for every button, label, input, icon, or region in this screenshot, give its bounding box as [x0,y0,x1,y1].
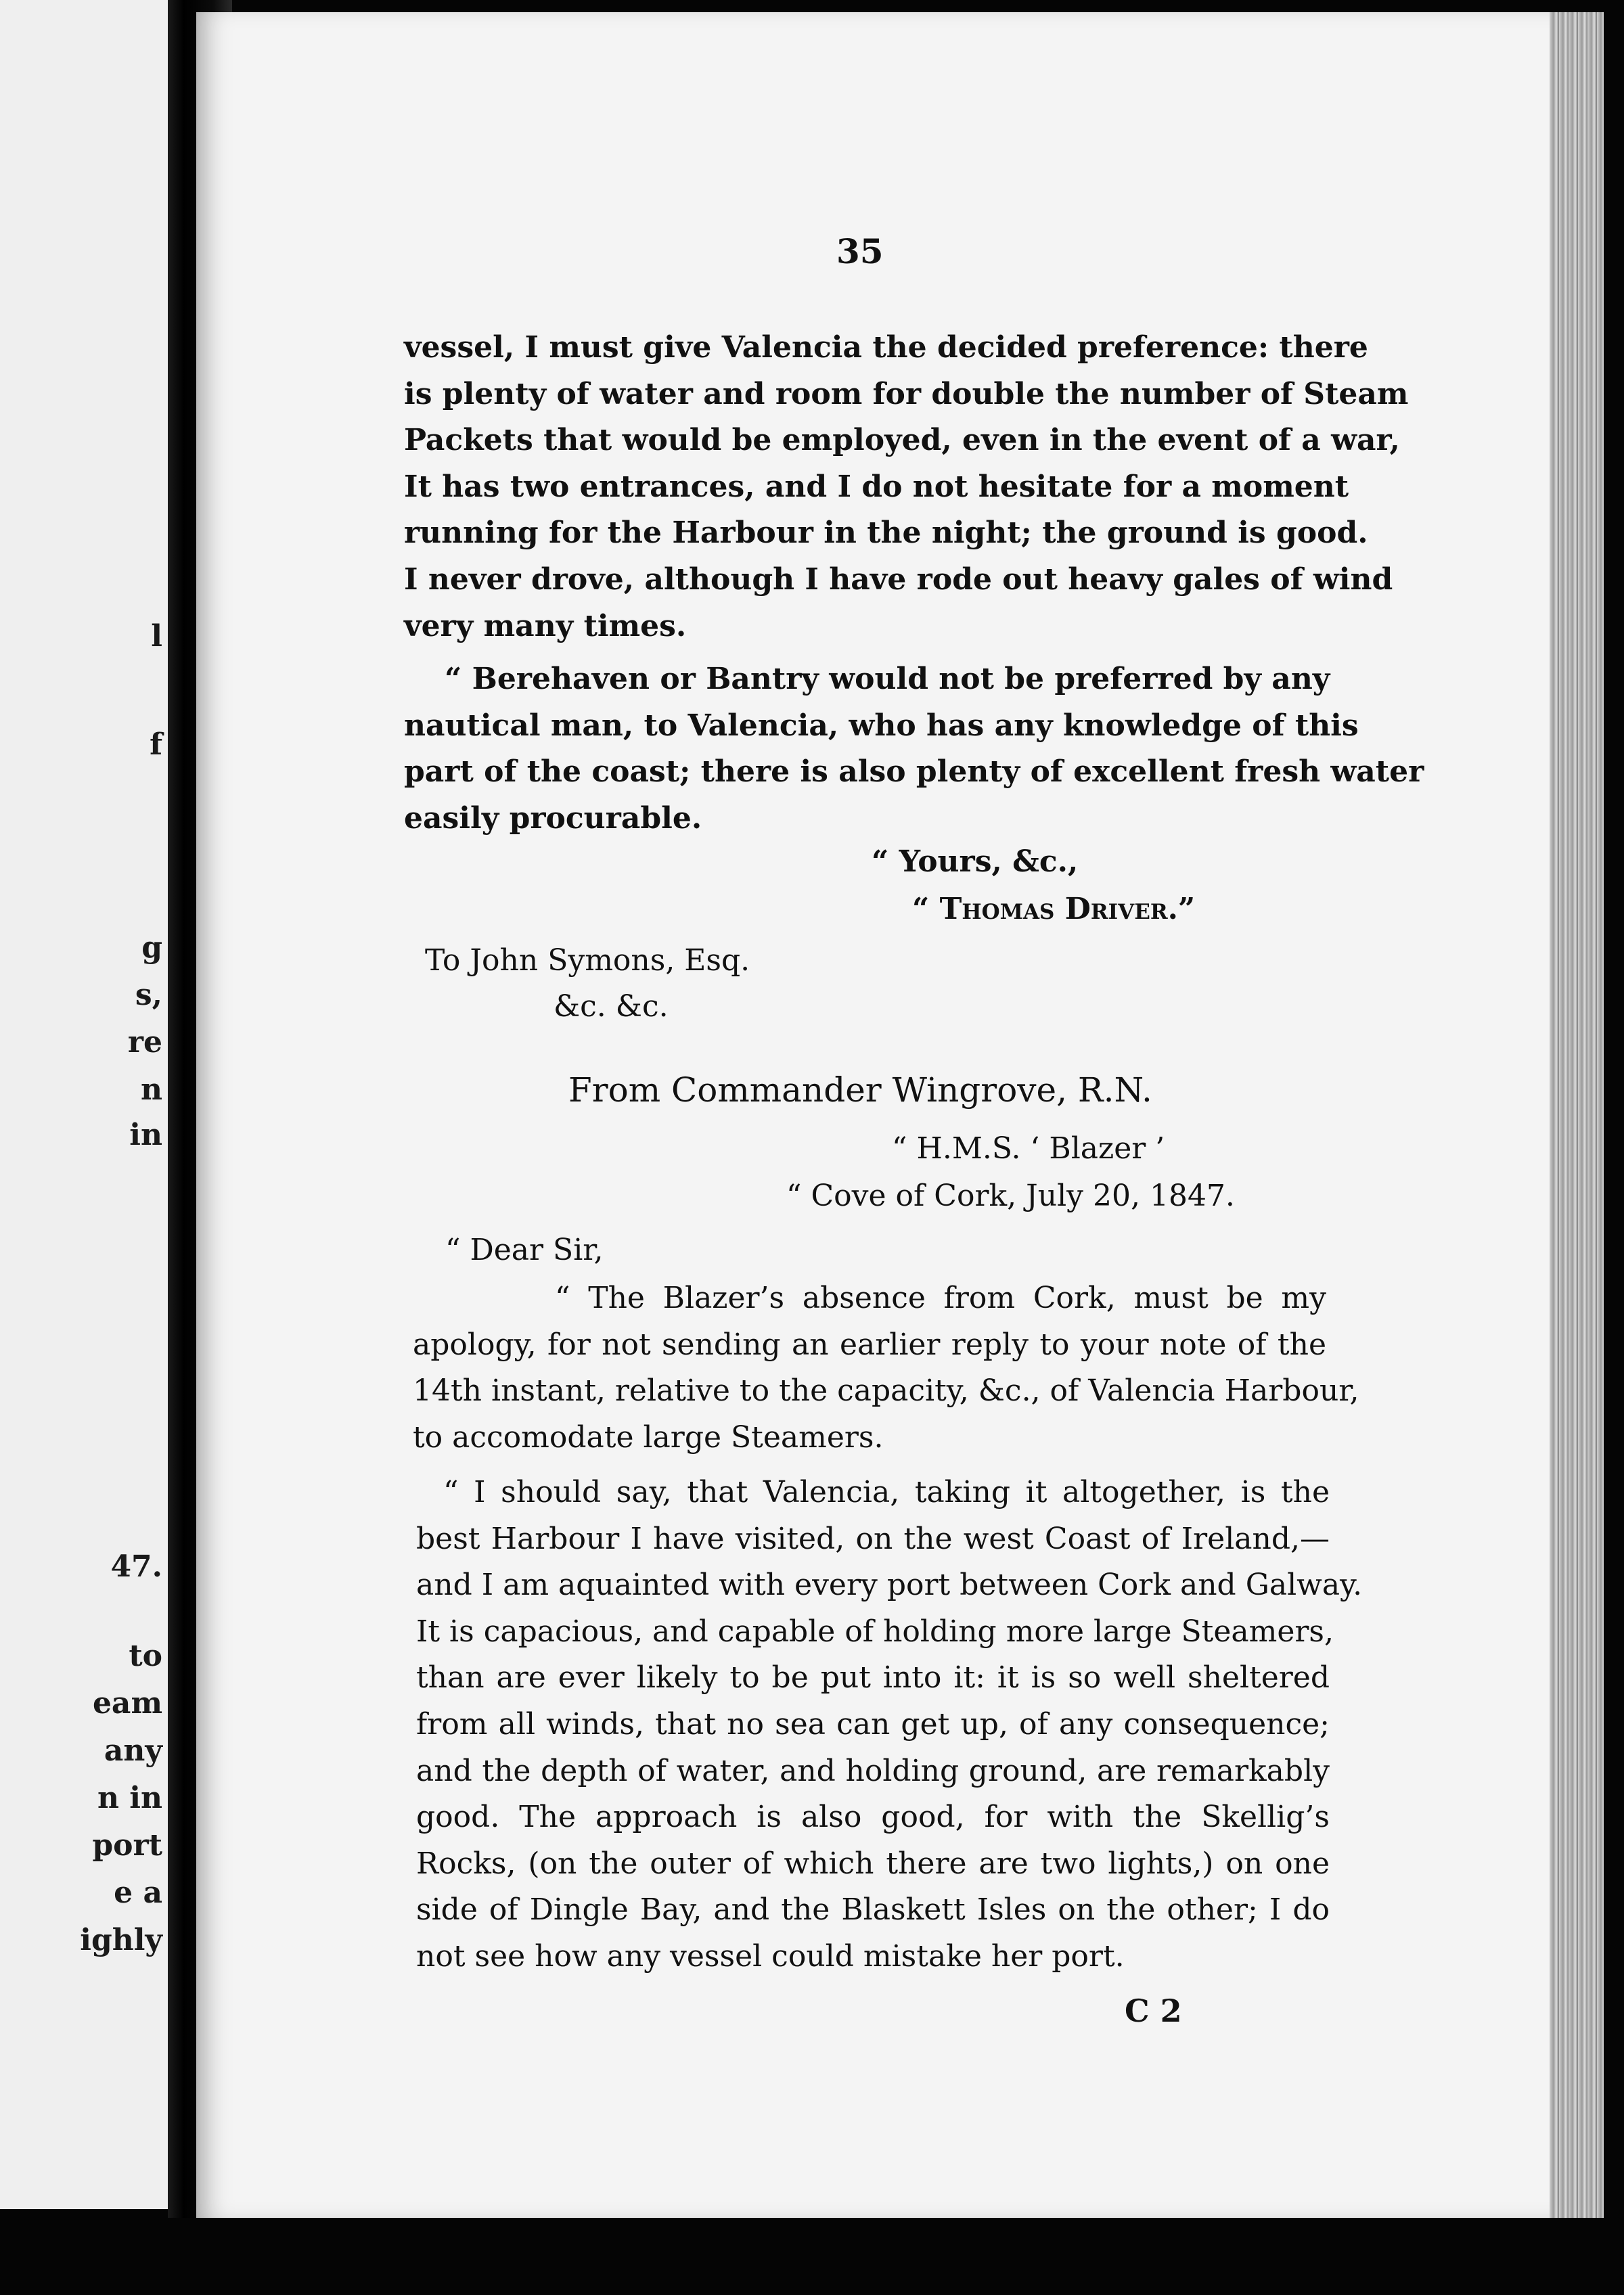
letter1-addressee: To John Symons, Esq. [425,943,750,978]
left-page-fragment: to [129,1639,162,1673]
left-page-fragment: ighly [80,1923,162,1957]
text-line: “ Berehaven or Bantry would not be preferred by any [445,662,1330,696]
text-line: not see how any vessel could mistake her port. [416,1938,1125,1974]
letter1-closing: “ Yours, &c., [872,844,1079,879]
left-page-fragment: e a [114,1876,162,1910]
letter2-paragraph1 [413,1275,1359,1461]
text-line: side of Dingle Bay, and the Blaskett Isles on the other; I do [416,1892,1330,1928]
text-line: than are ever likely to be put into it: it is so well sheltered [416,1660,1330,1696]
page-edges [1550,12,1604,2218]
text-line: “ I should say, that Valencia, taking it altogether, is the [443,1475,1330,1509]
page-number: 35 [836,231,884,271]
text-line: apology, for not sending an earlier reply to your note of the [413,1327,1326,1362]
left-page-fragment: in [129,1118,162,1152]
text-line: It is capacious, and capable of holding more large Steamers, [416,1614,1334,1649]
scan-background [0,2218,1624,2295]
letter2-place-date: “ Cove of Cork, July 20, 1847. [786,1179,1235,1213]
left-page-fragment: any [104,1733,162,1768]
text-line: is plenty of water and room for double the number of Steam [404,376,1409,411]
text-line: and the depth of water, and holding ground, are remarkably [416,1753,1330,1788]
signature-mark: C 2 [1125,1993,1182,2029]
text-line: Packets that would be employed, even in the event of a war, [404,423,1400,458]
text-line: Rocks, (on the outer of which there are two lights,) on one [416,1846,1330,1881]
letter2-ship: “ H.M.S. ‘ Blazer ’ [892,1131,1165,1166]
text-line: It has two entrances, and I do not hesitate for a moment [404,469,1349,504]
left-facing-page [0,0,168,2209]
letter2-heading: From Commander Wingrove, R.N. [568,1070,1152,1110]
text-line: to accomodate large Steamers. [413,1419,884,1455]
left-page-fragment: f [150,727,162,762]
left-page-fragment: g [141,930,162,965]
text-line: “ The Blazer’s absence from Cork, must be my [555,1281,1326,1315]
letter1-paragraph1 [404,325,1409,650]
text-line: 14th instant, relative to the capacity, &c., of Valencia Harbour, [413,1373,1359,1409]
text-line: very many times. [404,608,687,643]
text-line: easily procurable. [404,800,702,836]
left-page-fragment: l [151,619,162,654]
left-page-fragment: n in [97,1781,162,1815]
text-line: nautical man, to Valencia, who has any knowledge of this [404,708,1359,743]
letter1-paragraph2 [404,656,1424,842]
text-line: and I am aquainted with every port between Cork and Galway. [416,1568,1363,1603]
text-line: best Harbour I have visited, on the west Coast of Ireland,— [416,1521,1330,1556]
text-line: vessel, I must give Valencia the decided preference: there [404,330,1368,365]
text-line: part of the coast; there is also plenty of excellent fresh water [404,754,1424,790]
left-page-fragment: 47. [110,1549,162,1584]
left-page-fragment: n [141,1072,162,1107]
text-line: from all winds, that no sea can get up, of any consequence; [416,1706,1330,1742]
left-page-fragment: re [127,1025,162,1060]
text-line: good. The approach is also good, for with the Skellig’s [416,1800,1330,1835]
text-line: running for the Harbour in the night; the ground is good. [404,516,1368,551]
left-page-fragment: s, [135,978,162,1012]
letter1-signature: “ Thomas Driver.” [912,892,1196,926]
left-page-fragment: eam [92,1686,162,1721]
left-page-fragment: port [92,1828,162,1863]
letter1-addressee-etc: &c. &c. [554,989,669,1024]
letter2-salutation: “ Dear Sir, [445,1233,604,1267]
letter2-paragraph2 [416,1470,1363,1980]
text-line: I never drove, although I have rode out heavy gales of wind [404,562,1393,597]
